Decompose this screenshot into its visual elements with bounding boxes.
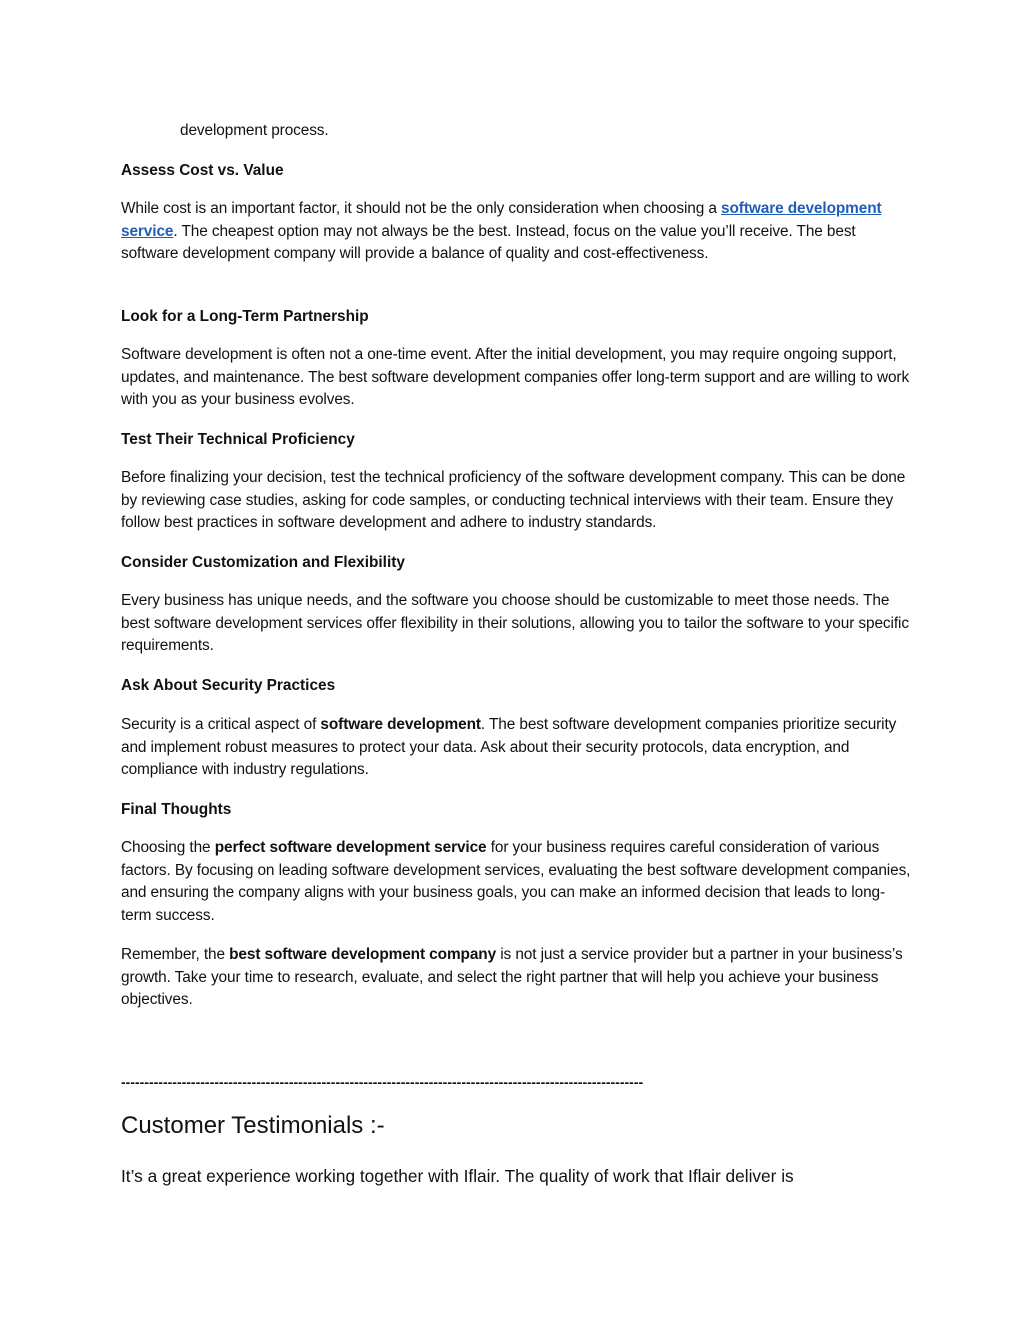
text-run: . The best software development companies prioritize security and implement robust measures to protect your data. Ask about their security protocols, data encryption, and compliance with industry regulations. bbox=[121, 716, 897, 778]
paragraph-remember bbox=[121, 944, 911, 1012]
bold-run: best software development company bbox=[229, 946, 497, 963]
heading-final-thoughts: Final Thoughts bbox=[121, 801, 232, 818]
paragraph-technical-proficiency: Before finalizing your decision, test the technical proficiency of the software development company. This can be done by reviewing case studies, asking for code samples, or conducting technical interviews with their team. Ensure they follow best practices in software development and adhere to industry standards. bbox=[121, 469, 906, 531]
text-run: Security is a critical aspect of bbox=[121, 716, 321, 733]
paragraph-assess-cost bbox=[121, 198, 911, 266]
text-run: is not just a service provider but a partner in your business’s growth. Take your time to research, evaluate, and select the right partner that will help you achieve your business objectives. bbox=[121, 946, 903, 1008]
paragraph-final-thoughts bbox=[121, 837, 911, 927]
text-run: While cost is an important factor, it should not be the only consideration when choosing a bbox=[121, 200, 722, 217]
bold-run: software development bbox=[320, 716, 481, 733]
bold-run: perfect software development service bbox=[214, 839, 487, 856]
text-run: Remember, the bbox=[121, 946, 230, 963]
heading-security: Ask About Security Practices bbox=[121, 677, 336, 694]
heading-assess-cost: Assess Cost vs. Value bbox=[121, 162, 284, 179]
software-development-service-link[interactable]: software development service bbox=[121, 200, 882, 240]
testimonials-heading: Customer Testimonials :- bbox=[121, 1112, 385, 1139]
testimonial-text: It’s a great experience working together with Iflair. The quality of work that Iflair deliver is bbox=[121, 1166, 794, 1186]
dashed-divider: ---------------------------------------------------------------------------------------------------------------- bbox=[121, 1074, 644, 1090]
paragraph-customization: Every business has unique needs, and the software you choose should be customizable to meet those needs. The best software development services offer flexibility in their solutions, allowing you to tailor the software to your specific requirements. bbox=[121, 592, 909, 654]
text-run: . The cheapest option may not always be the best. Instead, focus on the value you’ll receive. The best software development company will provide a balance of quality and cost-effectiveness. bbox=[121, 222, 856, 262]
heading-long-term-partnership: Look for a Long-Term Partnership bbox=[121, 308, 369, 325]
paragraph-security bbox=[121, 714, 911, 782]
text-run: for your business requires careful consideration of various factors. By focusing on leading software development services, evaluating the best software development companies, and ensuring the company aligns with your business goals, you can make an informed decision that leads to long-term success. bbox=[121, 839, 911, 924]
heading-customization: Consider Customization and Flexibility bbox=[121, 554, 405, 571]
text-run: Choosing the bbox=[121, 839, 215, 856]
paragraph-long-term-partnership: Software development is often not a one-time event. After the initial development, you may require ongoing support, updates, and maintenance. The best software development companies offer long-term support and are willing to work with you as your business evolves. bbox=[121, 346, 910, 408]
heading-technical-proficiency: Test Their Technical Proficiency bbox=[121, 431, 355, 448]
continuation-line: development process. bbox=[180, 122, 329, 139]
